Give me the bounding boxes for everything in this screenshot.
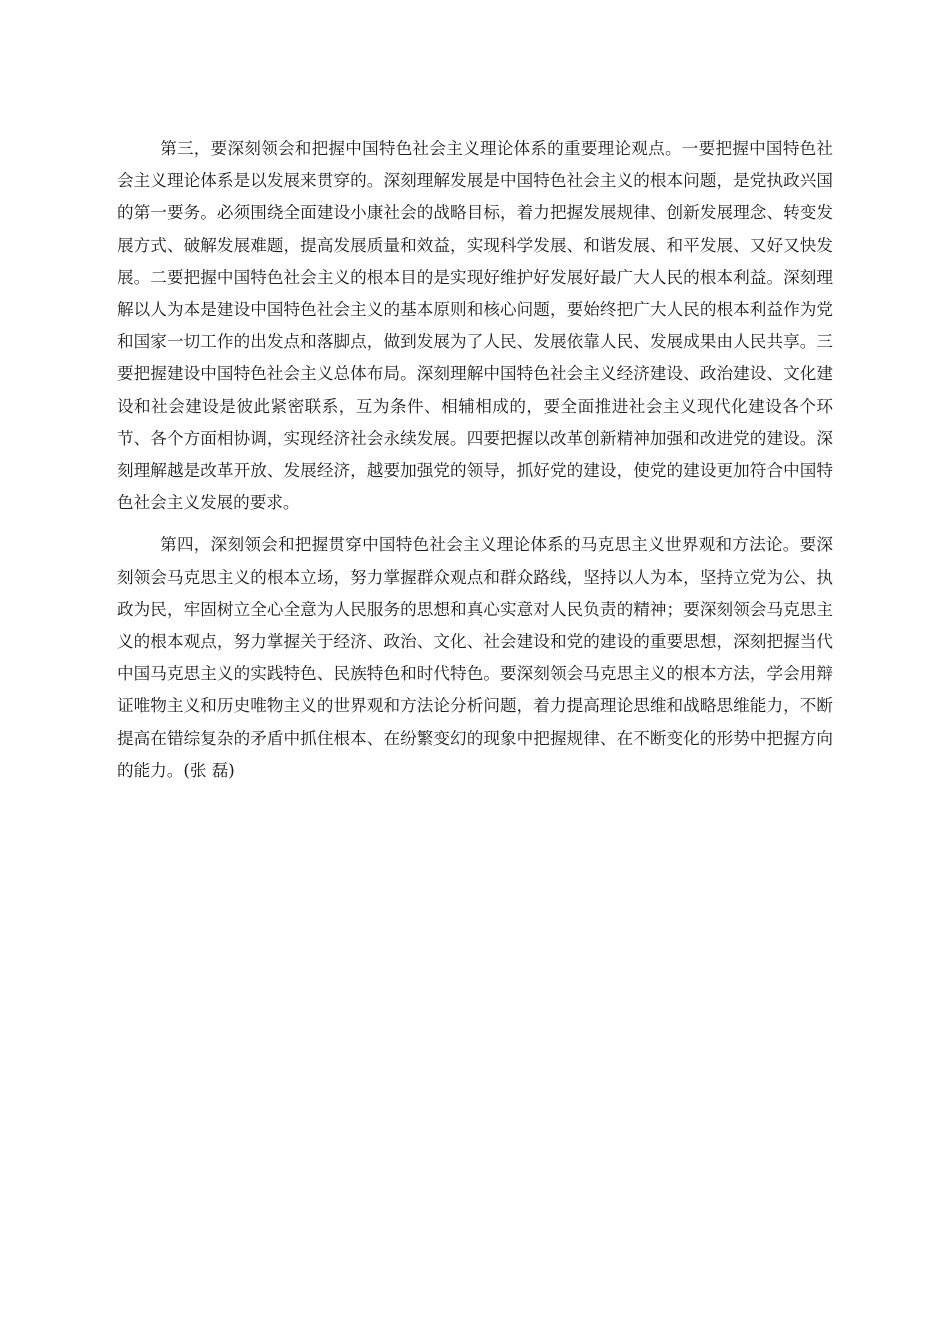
paragraph-fourth: 第四，深刻领会和把握贯穿中国特色社会主义理论体系的马克思主义世界观和方法论。要深刻领会马克思主义的根本立场，努力掌握群众观点和群众路线，坚持以人为本，坚持立党为公、执政为民，牢固树立全心全意为人民服务的思想和真心实意对人民负责的精神；要深刻领会马克思主义的根本观点，努力掌握关于经济、政治、文化、社会建设和党的建设的重要思想，深刻把握当代中国马克思主义的实践特色、民族特色和时代特色。要深刻领会马克思主义的根本方法，学会用辩证唯物主义和历史唯物主义的世界观和方法论分析问题，着力提高理论思维和战略思维能力，不断提高在错综复杂的矛盾中抓住根本、在纷繁变幻的现象中把握规律、在不断变化的形势中把握方向的能力。(张 磊) — [117, 535, 833, 780]
paragraph-third: 第三，要深刻领会和把握中国特色社会主义理论体系的重要理论观点。一要把握中国特色社会主义理论体系是以发展来贯穿的。深刻理解发展是中国特色社会主义的根本问题，是党执政兴国的第一要务。必须围绕全面建设小康社会的战略目标，着力把握发展规律、创新发展理念、转变发展方式、破解发展难题，提高发展质量和效益，实现科学发展、和谐发展、和平发展、又好又快发展。二要把握中国特色社会主义的根本目的是实现好维护好发展好最广大人民的根本利益。深刻理解以人为本是建设中国特色社会主义的基本原则和核心问题，要始终把广大人民的根本利益作为党和国家一切工作的出发点和落脚点，做到发展为了人民、发展依靠人民、发展成果由人民共享。三要把握建设中国特色社会主义总体布局。深刻理解中国特色社会主义经济建设、政治建设、文化建设和社会建设是彼此紧密联系，互为条件、相辅相成的，要全面推进社会主义现代化建设各个环节、各个方面相协调，实现经济社会永续发展。四要把握以改革创新精神加强和改进党的建设。深刻理解越是改革开放、发展经济，越要加强党的领导，抓好党的建设，使党的建设更加符合中国特色社会主义发展的要求。 — [117, 139, 833, 513]
document-body — [117, 133, 833, 787]
